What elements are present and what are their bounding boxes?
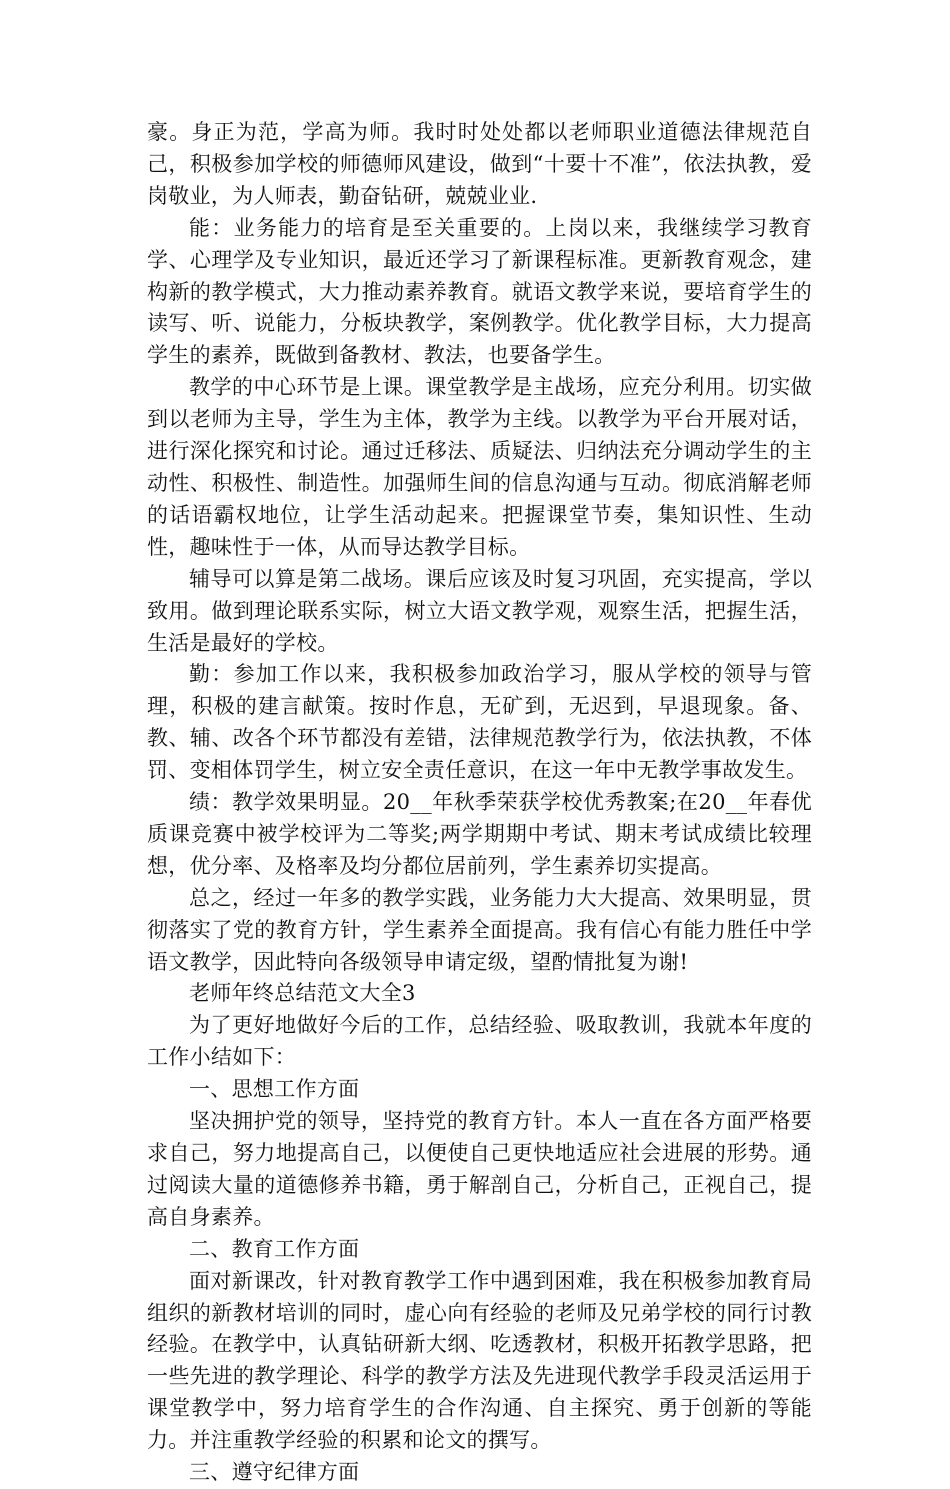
paragraph-tutoring: 辅导可以算是第二战场。课后应该及时复习巩固，充实提高，学以致用。做到理论联系实际，树立大语文教学观，观察生活，把握生活，生活是最好的学校。 (147, 566, 812, 655)
paragraph-diligence: 勤：参加工作以来，我积极参加政治学习，服从学校的领导与管理，积极的建言献策。按时作息，无矿到，无迟到，早退现象。备、教、辅、改各个环节都没有差错，法律规范教学行为，依法执教，不体罚、变相体罚学生，树立安全责任意识，在这一年中无教学事故发生。 (147, 662, 812, 783)
paragraph-continuation: 豪。身正为范，学高为师。我时时处处都以老师职业道德法律规范自己，积极参加学校的师德师风建设，做到“十要十不准”，依法执教，爱岗敬业，为人师表，勤奋钻研，兢兢业业. (147, 120, 812, 208)
paragraph-conclusion: 总之，经过一年多的教学实践，业务能力大大提高、效果明显，贯彻落实了党的教育方针，学生素养全面提高。我有信心有能力胜任中学语文教学，因此特向各级领导申请定级，望酌情批复为谢! (147, 885, 812, 974)
paragraph-ideology: 坚决拥护党的领导，坚持党的教育方针。本人一直在各方面严格要求自己，努力地提高自己，以便使自己更快地适应社会进展的形势。通过阅读大量的道德修养书籍，勇于解剖自己，分析自己，正视自己，提高自身素养。 (147, 1109, 812, 1229)
paragraph-teaching-center: 教学的中心环节是上课。课堂教学是主战场，应充分利用。切实做到以老师为主导，学生为主体，教学为主线。以教学为平台开展对话，进行深化探究和讨论。通过迁移法、质疑法、归纳法充分调动学生的主动性、积极性、制造性。加强师生间的信息沟通与互动。彻底消解老师的话语霸权地位，让学生活动起来。把握课堂节奏，集知识性、生动性，趣味性于一体，从而导达教学目标。 (147, 375, 812, 559)
paragraph-ability: 能：业务能力的培育是至关重要的。上岗以来，我继续学习教育学、心理学及专业知识，最近还学习了新课程标准。更新教育观念，建构新的教学模式，大力推动素养教育。就语文教学来说，要培育学生的读写、听、说能力，分板块教学，案例教学。优化教学目标，大力提高学生的素养，既做到备教材、教法，也要备学生。 (147, 215, 812, 368)
document-body (147, 117, 812, 1489)
heading-education: 二、教育工作方面 (189, 1236, 360, 1261)
paragraph-intro: 为了更好地做好今后的工作，总结经验、吸取教训，我就本年度的工作小结如下： (147, 1013, 812, 1070)
paragraph-achievement: 绩：教学效果明显。20__年秋季荣获学校优秀教案;在20__年春优质课竞赛中被学校评为二等奖;两学期期中考试、期末考试成绩比较理想，优分率、及格率及均分都位居前列，学生素养切实提高。 (147, 790, 812, 878)
paragraph-education: 面对新课改，针对教育教学工作中遇到困难，我在积极参加教育局组织的新教材培训的同时，虚心向有经验的老师及兄弟学校的同行讨教经验。在教学中，认真钻研新大纲、吃透教材，积极开拓教学思路，把一些先进的教学理论、科学的教学方法及先进现代教学手段灵活运用于课堂教学中，努力培育学生的合作沟通、自主探究、勇于创新的等能力。并注重教学经验的积累和论文的撰写。 (147, 1268, 812, 1453)
heading-ideology: 一、思想工作方面 (189, 1077, 360, 1102)
section-title: 老师年终总结范文大全3 (189, 981, 416, 1006)
heading-discipline: 三、遵守纪律方面 (189, 1460, 360, 1485)
